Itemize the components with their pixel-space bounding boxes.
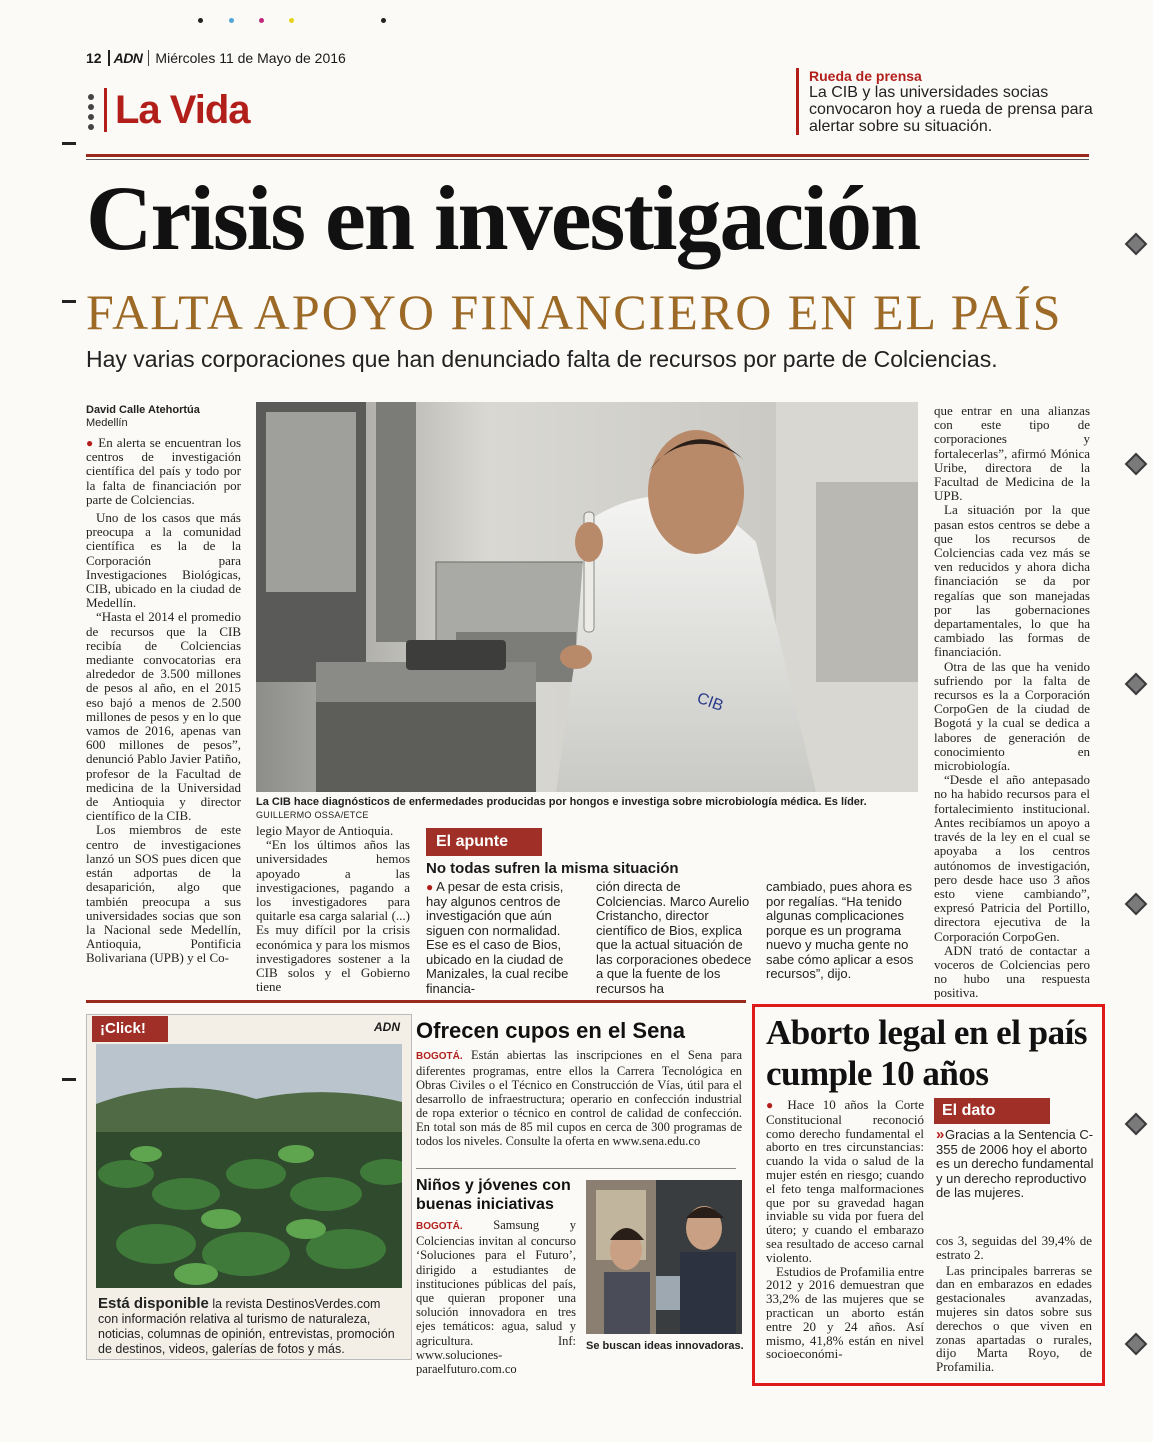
article-column-1 <box>86 404 241 966</box>
bullet-icon: ● <box>766 1098 779 1112</box>
divider <box>416 1168 736 1169</box>
ninos-title: Niños y jóvenes con buenas iniciativas <box>416 1177 571 1213</box>
photo-credit: GUILLERMO OSSA/ETCE <box>256 810 369 820</box>
crop-mark-icon <box>1125 1113 1148 1136</box>
nature-photo <box>96 1044 402 1288</box>
paragraph: cos 3, seguidas del 39,4% de estrato 2. <box>936 1233 1092 1262</box>
crop-mark-icon <box>1125 673 1148 696</box>
headline-kicker: FALTA APOYO FINANCIERO EN EL PAÍS <box>86 284 1063 340</box>
photo-caption: La CIB hace diagnósticos de enfermedades producidas por hongos e investiga sobre microbiología médica. Es líder. GUILLERMO OSSA/ETCE <box>256 796 867 820</box>
rueda-de-prensa-box <box>796 68 1096 135</box>
bullet-icon: ● <box>426 880 434 894</box>
registration-dot-cyan <box>229 18 234 23</box>
paragraph: “Hasta el 2014 el promedio de recursos que la CIB recibía de Colciencias mediante convocatorias era alrededor de 3.500 millones de pesos al año, en el 2015 eso bajó a menos de 2.500 millones de pesos y en lo que vamos de 2016, apenas van 600 millones de pesos”, denunció Pablo Javier Patiño, profesor de la Facultad de medicina de la Universidad de Antioquia y director científico de la CIB. <box>86 609 241 824</box>
lower-section-rule <box>86 1000 746 1003</box>
paragraph: Uno de los casos que más preocupa a la comunidad científica es la de la Corporación para Investigaciones Biológicas, CIB, ubicado en la ciudad de Medellín. <box>86 510 241 611</box>
nature-photo-image <box>96 1044 402 1288</box>
paragraph: Estudios de Profamilia entre 2012 y 2016 demuestran que 33,2% de las mujeres que se practican un aborto están entre 20 y 24 años. Así mismo, 41,8% están en nivel socioeconómi- <box>766 1263 924 1362</box>
scan-tick-mark <box>62 142 76 145</box>
registration-dot-black-2 <box>381 18 386 23</box>
registration-dot-black <box>198 18 203 23</box>
brand-logo: ADN <box>114 50 150 66</box>
sena-body: BOGOTÁ. Están abiertas las inscripciones en el Sena para diferentes programas, entre ellos la Carrera Tecnológica en Obras Civiles o el Técnico en Construcción de Vías, útil para el desarrollo de infraestructura; operario en confección industrial de ropa exterior o técnico en control de calidad de confección. En total son más de 85 mil cupos en cerca de 300 programas de todos los niveles. Consulte la oferta en www.sena.edu.co <box>416 1048 742 1148</box>
issue-date: Miércoles 11 de Mayo de 2016 <box>155 50 346 66</box>
rueda-text: La CIB y las universidades socias convocaron hoy a rueda de prensa para alertar sobre su situación. <box>809 84 1093 135</box>
section-dots-icon <box>88 94 94 134</box>
article-column-right <box>934 404 1090 1001</box>
aborto-column-1 <box>766 1098 924 1361</box>
scan-tick-mark <box>62 300 76 303</box>
paragraph: ADN trató de contactar a voceros de Colciencias pero no hubo una respuesta positiva. <box>934 942 1090 1001</box>
lab-photo <box>256 402 918 792</box>
crop-mark-icon <box>1125 1333 1148 1356</box>
paragraph: ● En alerta se encuentran los centros de investigación científica del país y todo por la falta de financiación por parte de Colciencias. <box>86 435 242 507</box>
aborto-title: Aborto legal en el país cumple 10 años <box>766 1013 1087 1093</box>
paragraph: Otra de las que ha venido sufriendo por la falta de recursos es la a Corporación CorpoGen de la ciudad de Bogotá y la cual se dedica a labores de generación de conocimiento en microbiología. <box>934 658 1090 774</box>
section-title: La Vida <box>104 88 250 132</box>
rueda-kicker: Rueda de prensa <box>809 68 922 84</box>
click-strong: Está disponible <box>98 1295 209 1312</box>
aborto-column-2 <box>936 1234 1092 1374</box>
apunte-column-1: ● A pesar de esta crisis, hay algunos centros de investigación que aún siguen con normalidad. Ese es el caso de Bios, ubicado en la ciudad de Manizales, la cual recibe financia- <box>426 879 569 996</box>
dato-tag: El dato <box>934 1098 1050 1124</box>
byline: David Calle Atehortúa <box>86 404 200 416</box>
ninos-photo-caption: Se buscan ideas innovadoras. <box>586 1340 744 1352</box>
sena-place: BOGOTÁ. <box>416 1051 463 1062</box>
apunte-column-3: cambiado, pues ahora es por regalías. “Ha tenido algunas complicaciones porque es un programa nuevo y mucha gente no sabe cómo aplicar a esos recursos”, dijo. <box>766 879 914 981</box>
bullet-icon: ● <box>86 436 95 450</box>
crop-mark-icon <box>1125 893 1148 916</box>
headline: Crisis en investigación <box>86 167 920 269</box>
ninos-place: BOGOTÁ. <box>416 1221 463 1232</box>
crop-mark-icon <box>1125 233 1148 256</box>
apunte-column-2: ción directa de Colciencias. Marco Aurelio Cristancho, director científico de Bios, explica que la actual situación de las corporaciones obedece a que la fuente de los recursos ha <box>596 879 752 996</box>
paragraph: La situación por la que pasan estos centros se debe a que los recursos de Colciencias cada vez más se ven reducidos y ahora dicha financiación se da por regalías que son manejadas por las gobernaciones departamentales, lo que ha cambiado las formas de financiación. <box>934 502 1090 660</box>
article-column-2 <box>256 824 410 994</box>
apunte-title: No todas sufren la misma situación <box>426 860 679 877</box>
ninos-photo-image <box>586 1180 742 1334</box>
page-number: 12 <box>86 50 110 66</box>
paragraph: “En los últimos años las universidades hemos apoyado a las investigaciones, pagando a los investigadores para quitarle esa carga salarial (...) Es muy difícil por la crisis económica y para los mismos investigadores sostener a la CIB solos y el Gobierno tiene <box>256 837 410 995</box>
apunte-tag: El apunte <box>426 828 542 856</box>
click-tag: ¡Click! <box>92 1016 168 1042</box>
svg-text:CIB: CIB <box>694 689 726 715</box>
registration-dot-yellow <box>289 18 294 23</box>
ninos-photo <box>586 1180 742 1334</box>
byline-city: Medellín <box>86 417 128 429</box>
paragraph: ● Hace 10 años la Corte Constitucional reconoció como derecho fundamental el aborto en tres circunstancias: cuando la vida o salud de la mujer estén en riesgo; cuando el feto tenga malformaciones que por su gravedad hagan inviable su vida por fuera del útero; y cuando el embarazo sea resultado de acceso carnal violento. <box>766 1097 924 1265</box>
click-brand: ADN <box>374 1020 400 1034</box>
paragraph: “Desde el año antepasado no ha habido recursos para el fortalecimiento institucional. Antes recibíamos un apoyo a través de la ley en el cual se apoyaba a los centros autónomos de investigación, pero desde hace uso 3 años esto viene cambiando”, expresó Patricia del Portillo, directora ejecutiva de la Corporación CorpoGen. <box>934 772 1090 944</box>
sena-title: Ofrecen cupos en el Sena <box>416 1018 685 1043</box>
header-rule <box>86 154 1089 157</box>
paragraph: Los miembros de este centro de investigaciones lanzó un SOS pues dicen que están adportas de la desaparición, algo que también preocupa a sus universidades socias que son la Nacional sede Medellín, Antioquia, Pontificia Bolivariana (UPB) y el Co- <box>86 822 241 966</box>
deck: Hay varias corporaciones que han denunciado falta de recursos por parte de Colciencias. <box>86 346 998 372</box>
click-text: Está disponible la revista DestinosVerdes.com con información relativa al turismo de naturaleza, noticias, columnas de opinión, entrevistas, promoción de destinos, videos, galerías de fotos y más. <box>98 1295 395 1356</box>
dato-text: » Gracias a la Sentencia C-355 de 2006 hoy el aborto es un derecho fundamental y un derecho reproductivo de las mujeres. <box>936 1126 1094 1200</box>
lab-photo-image <box>256 402 918 792</box>
chevron-right-icon: » <box>936 1126 942 1143</box>
crop-mark-icon <box>1125 453 1148 476</box>
folio <box>86 50 346 66</box>
scan-tick-mark <box>62 1078 76 1081</box>
paragraph: legio Mayor de Antioquia. <box>256 823 394 838</box>
registration-dot-magenta <box>259 18 264 23</box>
ninos-body: BOGOTÁ. Samsung y Colciencias invitan al concurso ‘Soluciones para el Futuro’, dirigido a estudiantes de instituciones públicas del país, que quieran proponer una solución innovadora en tres ejes temáticos: agua, salud y agricultura. Inf: www.soluciones-paraelfuturo.com.co <box>416 1218 576 1377</box>
paragraph: que entrar en una alianzas con este tipo de corporaciones y fortalecerlas”, afirmó Mónica Uribe, directora de la Facultad de Medicina de la UPB. <box>934 403 1090 504</box>
paragraph: Las principales barreras se dan en embarazos en edades gestacionales avanzadas, mujeres sin datos sobre sus derechos o que viven en zonas apartadas o rurales, dijo Marta Royo, de Profamilia. <box>936 1262 1092 1375</box>
header-rule-thin <box>86 159 1089 160</box>
